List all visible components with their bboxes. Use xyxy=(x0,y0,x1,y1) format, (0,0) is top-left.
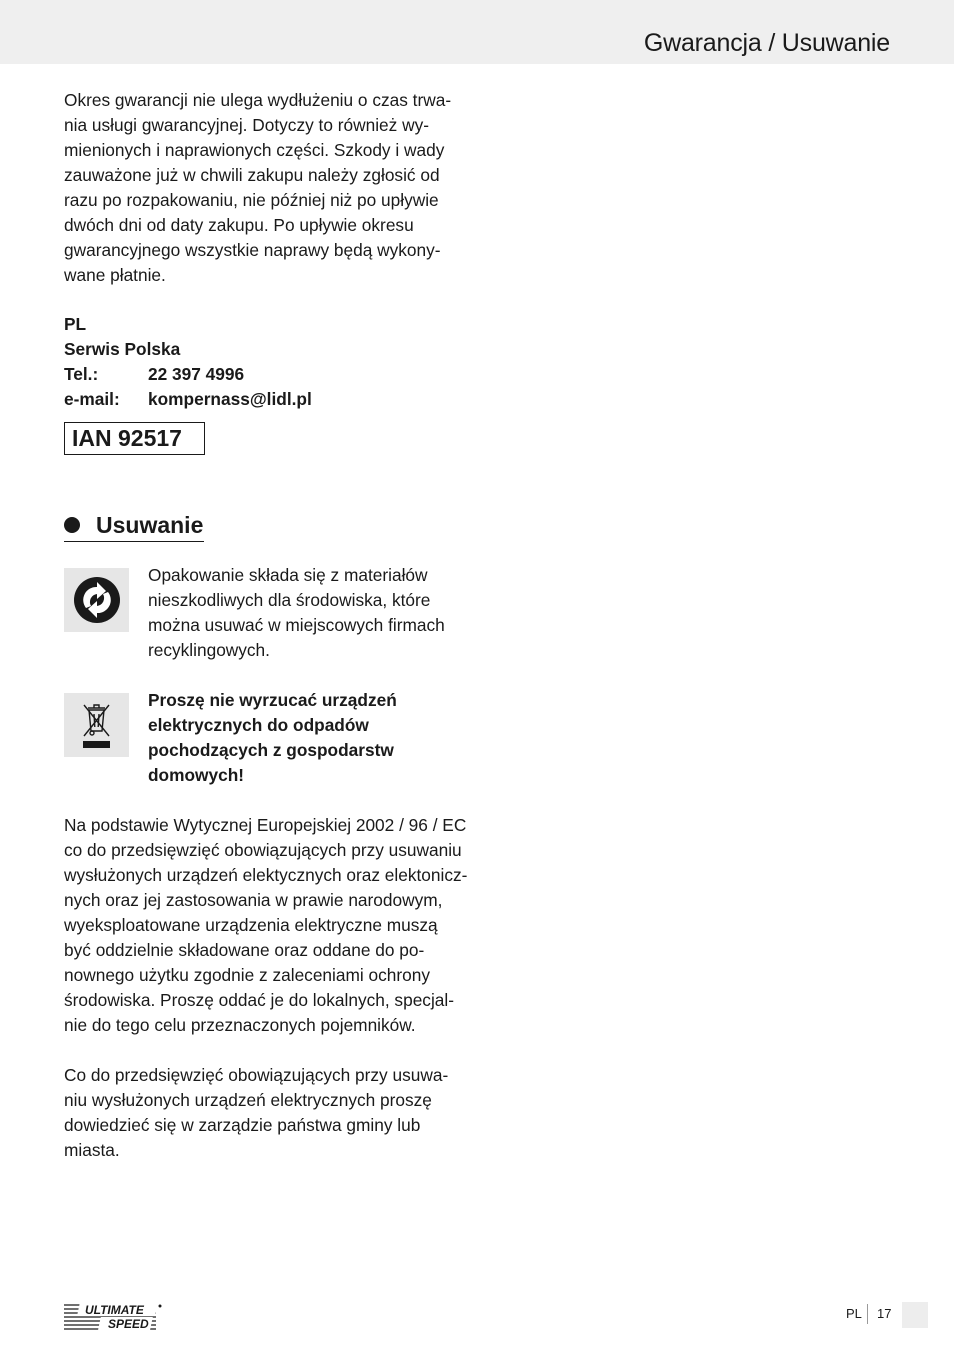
warranty-paragraph: Okres gwarancji nie ulega wydłużeniu o czas trwa- nia usługi gwarancyjnej. Dotyczy to również wy- mienionych i naprawionych części. Szkody i wady zauważone już w chwili zakupu należy zgłosić od razu po rozpakowaniu, nie później niż po upływie dwóch dni od daty zakupu. Po upływie okresu gwarancyjnego wszystkie naprawy będą wykony- wane płatnie. xyxy=(64,90,452,285)
directive-paragraph: Na podstawie Wytycznej Europejskiej 2002 / 96 / EC co do przedsięwzięć obowiązujących przy usuwaniu wysłużonych urządzeń elektycznych oraz elektonicz- nych oraz jej zastosowania w prawie narodowym, wyeksploatowane urządzenia elektryczne muszą być oddzielnie składowane oraz oddane do po- nownego użytku zgodnie z zaleceniami ochrony środowiska. Proszę oddać je do lokalnych, specjal- nie do tego celu przeznaczonych pojemników. xyxy=(64,815,468,1035)
logo-text-line2: SPEED xyxy=(108,1317,149,1331)
municipal-paragraph: Co do przedsięwzięć obowiązujących przy usuwa- niu wysłużonych urządzeń elektrycznych proszę dowiedzieć się w zarządzie państwa gminy lub miasta. xyxy=(64,1065,449,1160)
page-title: Gwarancja / Usuwanie xyxy=(643,29,890,57)
contact-email-label: e-mail: xyxy=(64,389,120,409)
footer-divider xyxy=(867,1304,868,1324)
footer-language: PL xyxy=(846,1306,862,1321)
footer-tab-marker xyxy=(902,1302,928,1328)
page-number: 17 xyxy=(877,1306,892,1321)
heading-bullet-icon xyxy=(64,517,80,533)
ian-number-box: IAN 92517 xyxy=(64,422,205,455)
crossed-out-wheelie-bin-icon xyxy=(64,693,129,757)
contact-service-name: Serwis Polska xyxy=(64,339,181,359)
section-heading-disposal xyxy=(64,508,204,542)
contact-tel-value: 22 397 4996 xyxy=(148,364,245,384)
contact-email-value: kompernass@lidl.pl xyxy=(148,389,312,409)
contact-country: PL xyxy=(64,314,87,334)
contact-tel-label: Tel.: xyxy=(64,364,99,384)
green-dot-recycling-icon xyxy=(64,568,129,632)
ultimate-speed-logo xyxy=(64,1302,164,1337)
packaging-text: Opakowanie składa się z materiałów nieszkodliwych dla środowiska, które można usuwać w miejscowych firmach recyklingowych. xyxy=(148,565,445,660)
logo-text-line1: ULTIMATE xyxy=(85,1303,144,1317)
section-heading-label: Usuwanie xyxy=(96,511,204,538)
service-contact xyxy=(64,312,464,412)
weee-warning-text: Proszę nie wyrzucać urządzeń elektrycznych do odpadów pochodzących z gospodarstw domowych! xyxy=(148,690,397,785)
